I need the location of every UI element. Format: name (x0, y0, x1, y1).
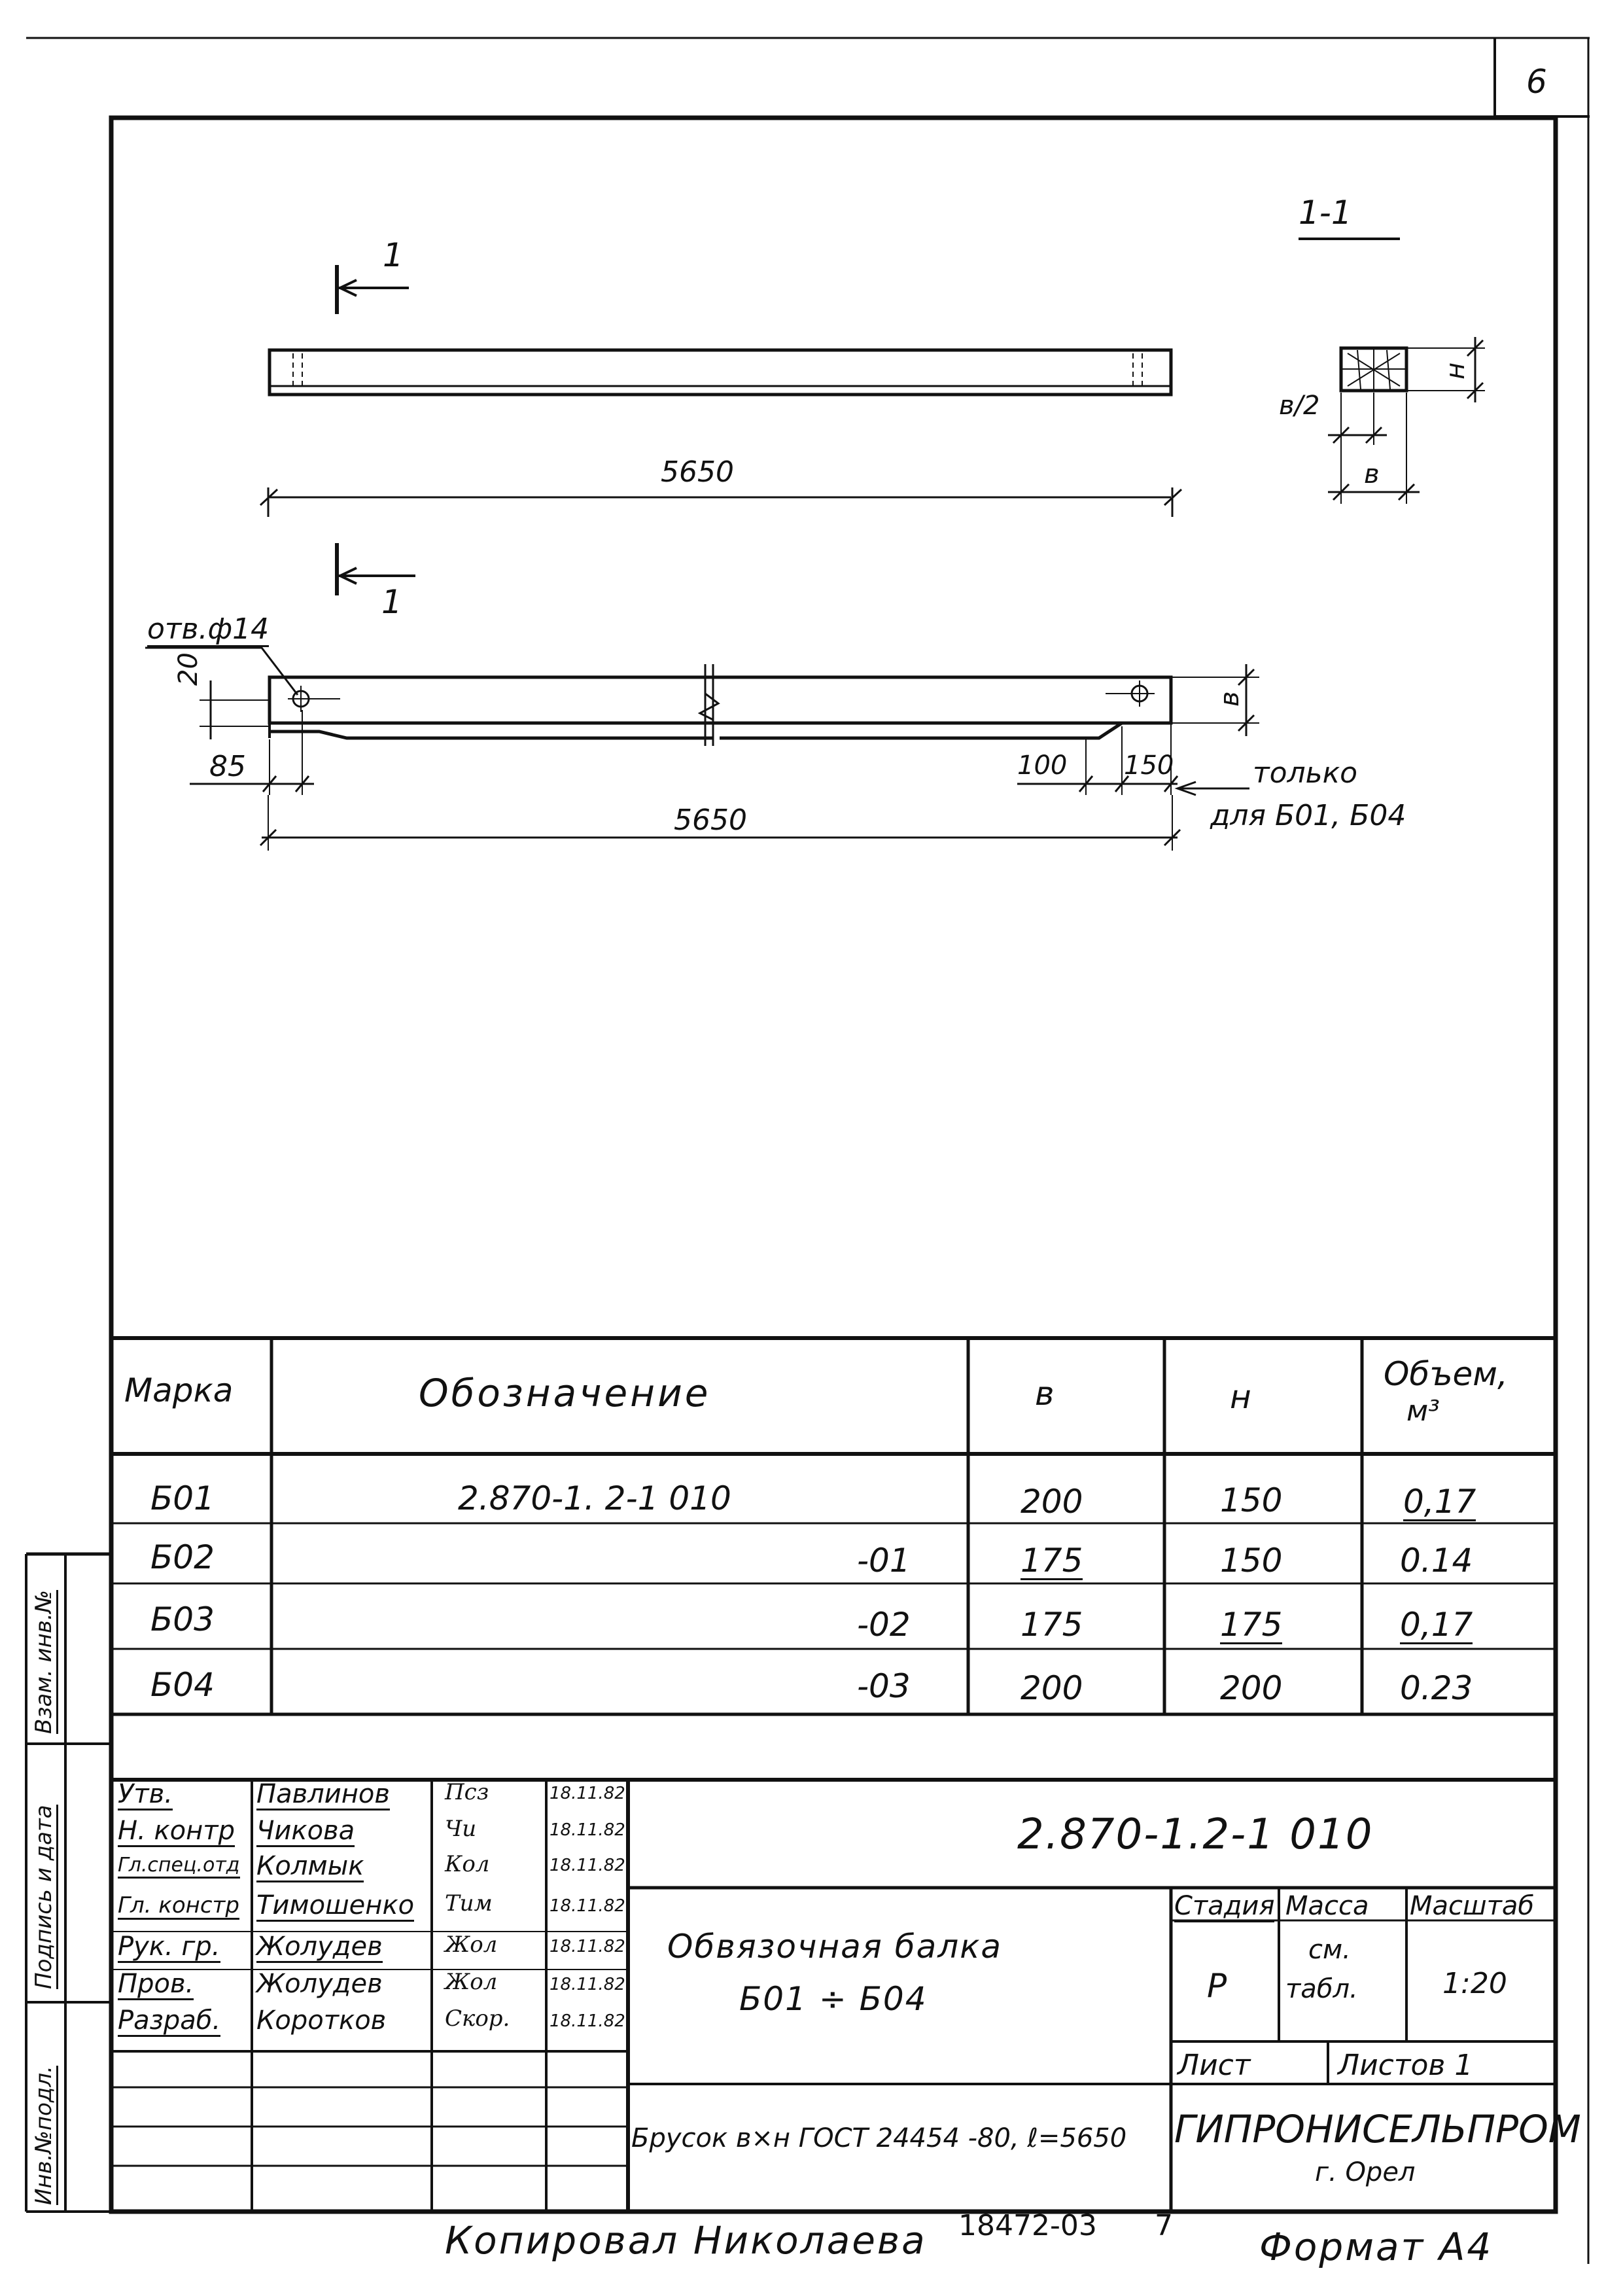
mass-value-1: см. (1308, 1935, 1351, 1965)
name-norm-control: Чикова (256, 1816, 355, 1846)
row4-b: 200 (1021, 1669, 1083, 1707)
length-dim-bottom: 5650 (674, 804, 747, 837)
row1-volume: 0,17 (1403, 1483, 1476, 1521)
row3-h: 175 (1220, 1606, 1283, 1644)
copied-by: Копировал Николаева (445, 2218, 927, 2263)
date-checked: 18.11.82 (550, 1975, 625, 1994)
row4-designation: -03 (857, 1667, 911, 1705)
row2-volume: 0.14 (1400, 1542, 1473, 1580)
title-line2: Б01 ÷ Б04 (739, 1980, 928, 2018)
format-label: Формат А4 (1259, 2225, 1493, 2269)
row3-mark: Б03 (150, 1600, 215, 1638)
stage-label: Стадия (1174, 1891, 1275, 1921)
cut-label-bottom: 1 (381, 583, 402, 621)
note-line2: для Б01, Б04 (1210, 799, 1406, 832)
name-developed: Коротков (256, 2005, 387, 2036)
date-group-lead: 18.11.82 (550, 1937, 625, 1956)
dim-20: 20 (173, 652, 203, 686)
date-norm-control: 18.11.82 (550, 1820, 625, 1840)
signature-checked: Жол (445, 1969, 498, 1995)
mass-label: Масса (1285, 1891, 1369, 1921)
role-approved: Утв. (118, 1779, 173, 1809)
org-city: г. Орел (1315, 2157, 1416, 2187)
stage-value: Р (1207, 1967, 1227, 2005)
signature-chief-spec: Кол (445, 1851, 490, 1877)
cut-label-top: 1 (383, 236, 404, 274)
side-sign-date: Подпись и дата (31, 1805, 57, 1989)
signature-norm-control: Чи (445, 1816, 477, 1842)
row3-volume: 0,17 (1400, 1606, 1473, 1644)
date-chief-constructor: 18.11.82 (550, 1896, 625, 1916)
length-dim-top: 5650 (661, 455, 734, 489)
signature-chief-constructor: Тим (445, 1890, 493, 1916)
signature-group-lead: Жол (445, 1932, 498, 1958)
dim-100: 100 (1017, 751, 1068, 781)
role-group-lead: Рук. гр. (118, 1932, 220, 1962)
section-b: в (1364, 459, 1380, 489)
section-b2: в/2 (1279, 391, 1320, 421)
header-b: в (1035, 1375, 1055, 1413)
role-chief-constructor: Гл. констр (118, 1892, 239, 1918)
dim-85: 85 (209, 750, 246, 783)
org-name: ГИПРОНИСЕЛЬПРОМ (1174, 2107, 1581, 2151)
sheet-no: 7 (1155, 2209, 1173, 2242)
row3-designation: -02 (857, 1606, 911, 1644)
material-spec: Брусок в×н ГОСТ 24454 -80, ℓ=5650 (631, 2123, 1127, 2153)
scale-label: Масштаб (1410, 1891, 1535, 1921)
mass-value-2: табл. (1285, 1974, 1358, 2004)
row2-h: 150 (1220, 1542, 1283, 1580)
name-chief-constructor: Тимошенко (256, 1890, 415, 1920)
page-number: 6 (1526, 63, 1547, 101)
header-designation: Обозначение (419, 1371, 711, 1415)
dim-b-side: в (1215, 691, 1245, 707)
date-approved: 18.11.82 (550, 1784, 625, 1803)
role-developed: Разраб. (118, 2005, 221, 2036)
note-line1: только (1253, 756, 1358, 790)
role-norm-control: Н. контр (118, 1816, 235, 1846)
header-volume: Объем, (1384, 1355, 1508, 1393)
header-h: н (1230, 1378, 1251, 1416)
row4-h: 200 (1220, 1669, 1283, 1707)
role-chief-spec: Гл.спец.отд (118, 1856, 240, 1879)
name-checked: Жолудев (256, 1969, 383, 1999)
section-h: н (1440, 362, 1471, 380)
row1-h: 150 (1220, 1481, 1283, 1519)
sheets-label: Листов 1 (1338, 2049, 1473, 2082)
side-inv-orig: Инв.№подл. (31, 2066, 57, 2205)
signature-approved: Псз (445, 1779, 489, 1805)
row1-mark: Б01 (150, 1479, 215, 1517)
side-replace-inv: Взам. инв.№ (31, 1589, 57, 1734)
name-chief-spec: Колмык (256, 1851, 364, 1881)
row1-b: 200 (1021, 1483, 1083, 1521)
row2-mark: Б02 (150, 1538, 215, 1576)
header-volume-unit: м³ (1406, 1394, 1440, 1428)
role-checked: Пров. (118, 1969, 194, 1999)
section-label: 1-1 (1299, 194, 1352, 232)
name-approved: Павлинов (256, 1779, 390, 1809)
row4-mark: Б04 (150, 1666, 215, 1704)
date-developed: 18.11.82 (550, 2011, 625, 2031)
row2-designation: -01 (857, 1542, 911, 1580)
row1-designation: 2.870-1. 2-1 010 (458, 1479, 731, 1517)
scale-value: 1:20 (1442, 1967, 1507, 2000)
row4-volume: 0.23 (1400, 1669, 1473, 1707)
name-group-lead: Жолудев (256, 1932, 383, 1962)
row2-b: 175 (1021, 1542, 1083, 1580)
header-mark: Марка (124, 1371, 234, 1409)
hole-note: отв.ф14 (147, 612, 270, 646)
dim-150: 150 (1124, 751, 1174, 781)
title-line1: Обвязочная балка (667, 1928, 1003, 1966)
date-chief-spec: 18.11.82 (550, 1856, 625, 1875)
sheet-label: Лист (1178, 2049, 1251, 2082)
row3-b: 175 (1021, 1606, 1083, 1644)
doc-code: 2.870-1.2-1 010 (1017, 1810, 1374, 1859)
signature-developed: Скор. (445, 2005, 510, 2032)
sheet-code: 18472-03 (958, 2209, 1097, 2242)
